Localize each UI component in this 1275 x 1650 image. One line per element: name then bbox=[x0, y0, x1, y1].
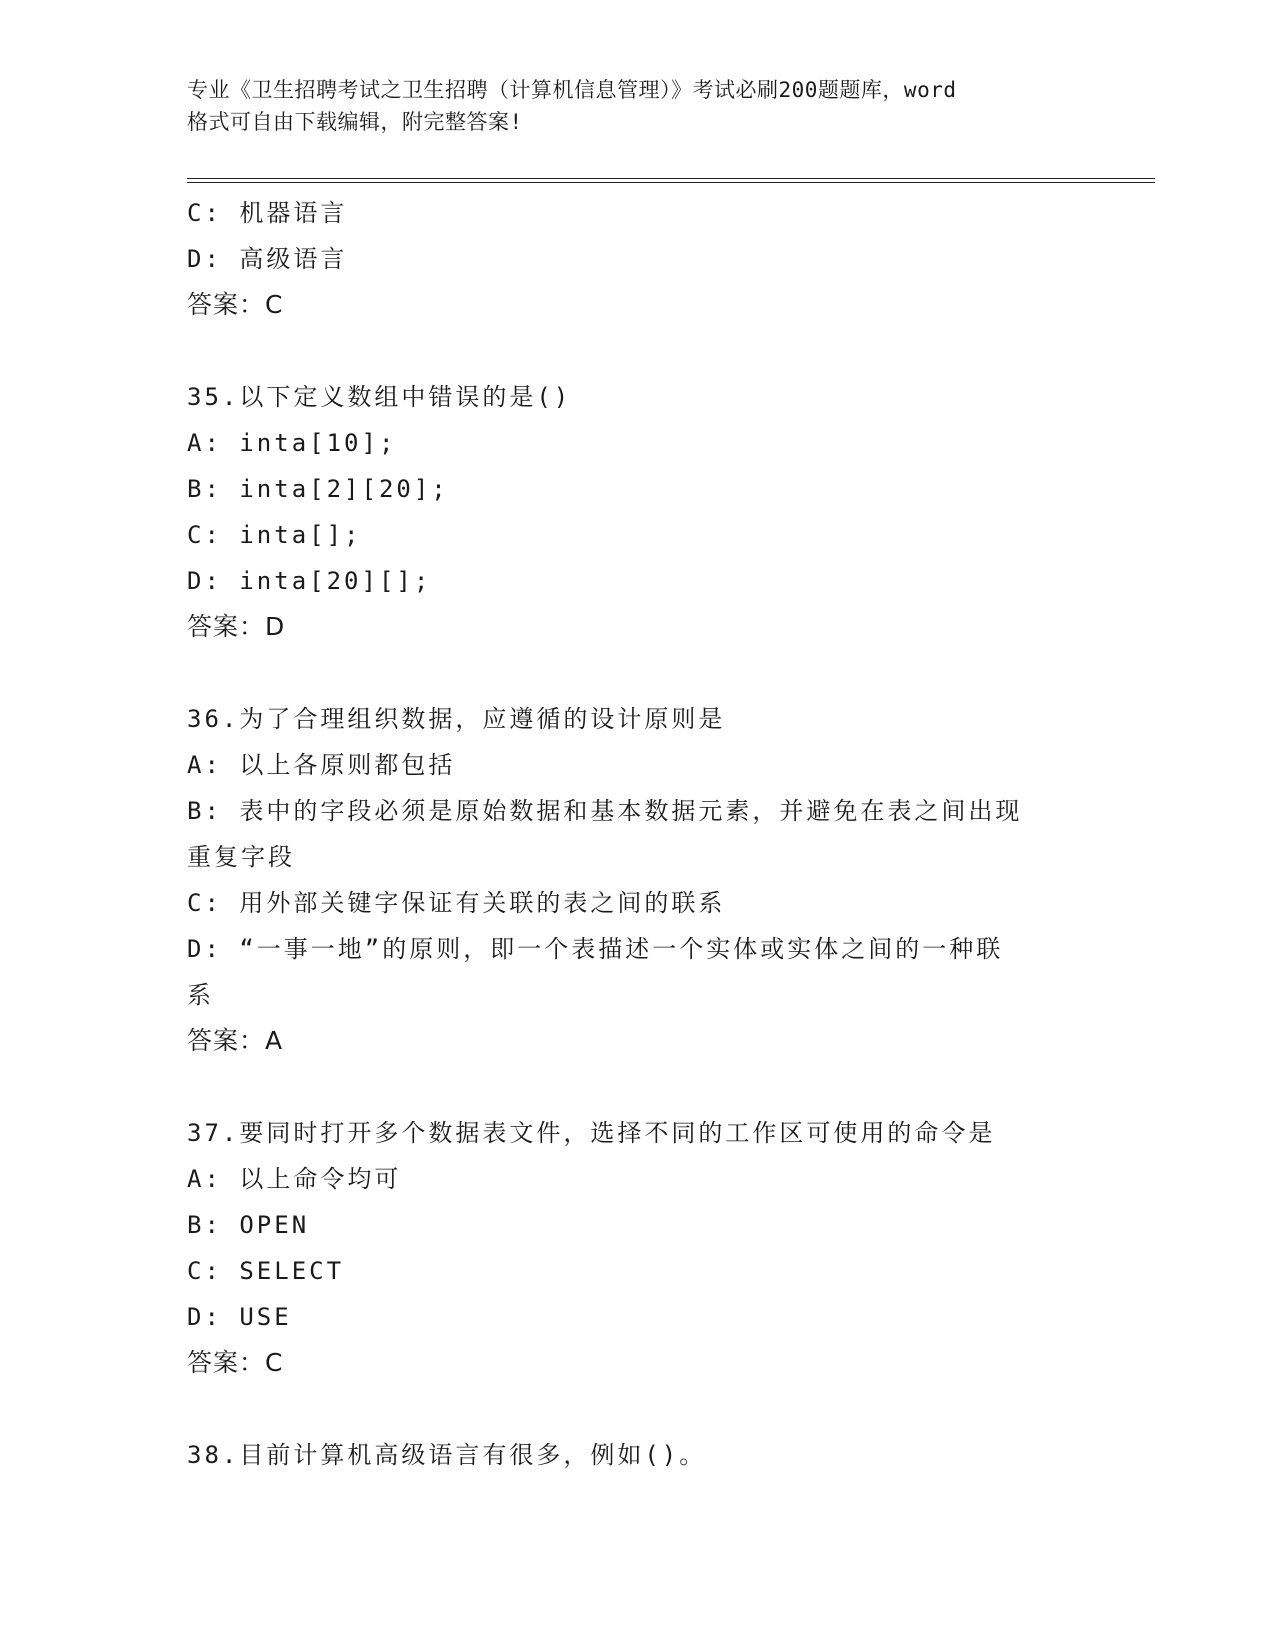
header-divider bbox=[187, 178, 1155, 183]
question-stem: 37.要同时打开多个数据表文件，选择不同的工作区可使用的命令是 bbox=[187, 1119, 996, 1147]
option-b-line-1: B: 表中的字段必须是原始数据和基本数据元素，并避免在表之间出现 bbox=[187, 797, 1023, 825]
option-d: D: 高级语言 bbox=[187, 245, 348, 273]
option-c: C: 机器语言 bbox=[187, 199, 348, 227]
question-36 bbox=[187, 696, 1087, 1064]
option-d: D: inta[20][]; bbox=[187, 567, 432, 595]
header-title-line-2: 格式可自由下载编辑，附完整答案! bbox=[187, 110, 523, 134]
option-d-line-1: D: “一事一地”的原则，即一个表描述一个实体或实体之间的一种联 bbox=[187, 935, 1004, 963]
question-stem: 36.为了合理组织数据，应遵循的设计原则是 bbox=[187, 705, 726, 733]
answer-label: 答案：A bbox=[187, 1026, 284, 1055]
question-37 bbox=[187, 1110, 1087, 1386]
question-stem: 38.目前计算机高级语言有很多，例如()。 bbox=[187, 1441, 707, 1469]
question-34 bbox=[187, 190, 1087, 328]
document-header bbox=[187, 74, 1087, 138]
answer-label: 答案：C bbox=[187, 1348, 284, 1377]
option-a: A: inta[10]; bbox=[187, 429, 397, 457]
question-list bbox=[187, 190, 1087, 1478]
answer-label: 答案：D bbox=[187, 612, 286, 641]
spacer bbox=[187, 1386, 1087, 1432]
option-c: C: inta[]; bbox=[187, 521, 362, 549]
option-c: C: 用外部关键字保证有关联的表之间的联系 bbox=[187, 889, 726, 917]
question-stem: 35.以下定义数组中错误的是() bbox=[187, 383, 572, 411]
spacer bbox=[187, 1064, 1087, 1110]
spacer bbox=[187, 328, 1087, 374]
option-b: B: OPEN bbox=[187, 1211, 310, 1239]
header-title-line-1: 专业《卫生招聘考试之卫生招聘（计算机信息管理）》考试必刷200题题库，word bbox=[187, 78, 957, 102]
question-38 bbox=[187, 1432, 1087, 1478]
answer-label: 答案：C bbox=[187, 290, 284, 319]
option-b: B: inta[2][20]; bbox=[187, 475, 449, 503]
option-d-line-2: 系 bbox=[187, 981, 214, 1009]
option-a: A: 以上命令均可 bbox=[187, 1165, 402, 1193]
option-d: D: USE bbox=[187, 1303, 292, 1331]
spacer bbox=[187, 650, 1087, 696]
option-a: A: 以上各原则都包括 bbox=[187, 751, 456, 779]
question-35 bbox=[187, 374, 1087, 650]
option-c: C: SELECT bbox=[187, 1257, 345, 1285]
option-b-line-2: 重复字段 bbox=[187, 843, 295, 871]
